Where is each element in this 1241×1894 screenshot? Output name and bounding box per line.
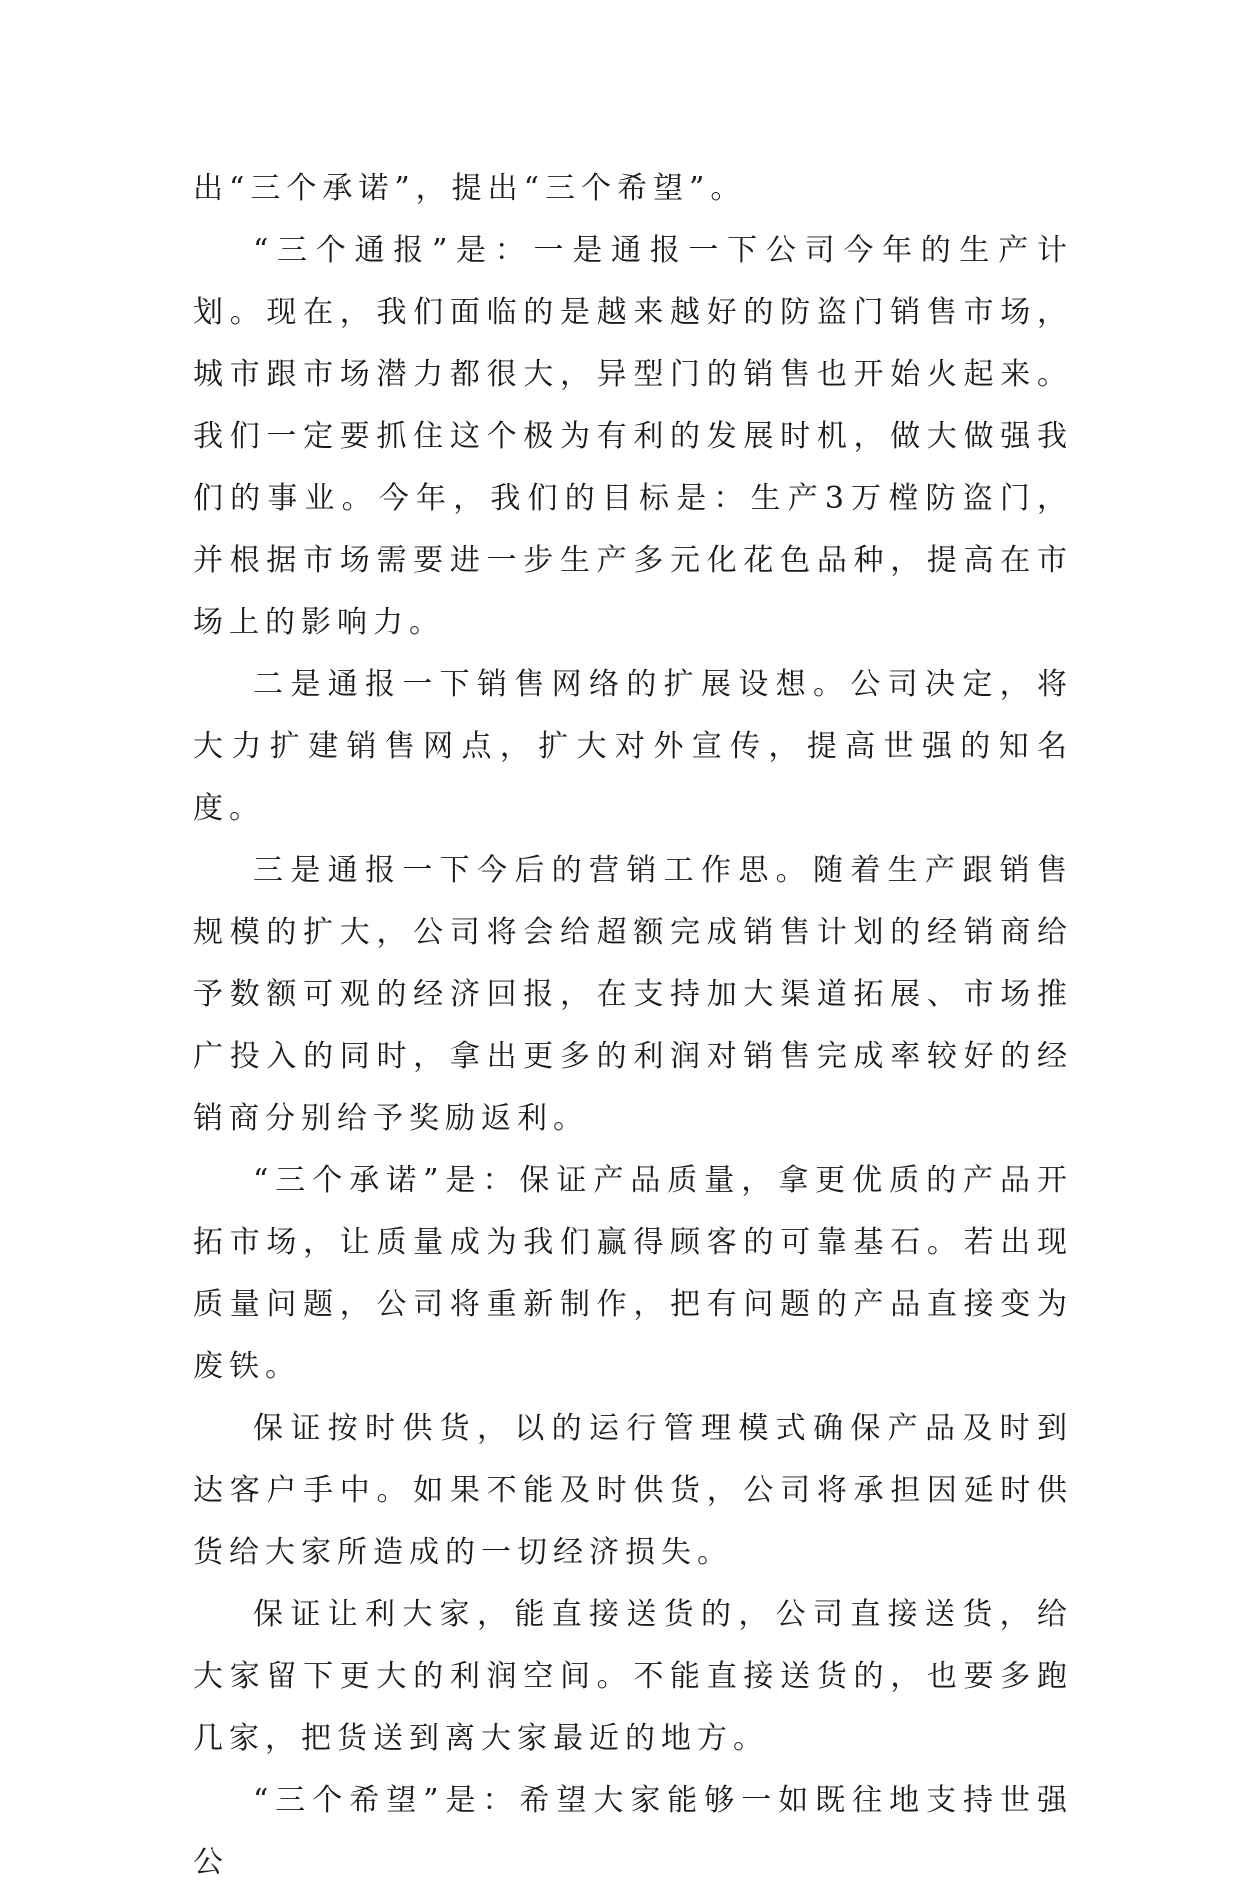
- paragraph-marketing-ideas: 三是通报一下今后的营销工作思。随着生产跟销售规模的扩大，公司将会给超额完成销售计划的经销商给予数额可观的经济回报，在支持加大渠道拓展、市场推广投入的同时，拿出更多的利润对销售完成率较好的经销商分别给予奖励返利。: [193, 853, 1073, 1136]
- paragraph-sales-network: 二是通报一下销售网络的扩展设想。公司决定，将大力扩建销售网点，扩大对外宣传，提高世强的知名度。: [193, 667, 1073, 826]
- paragraph-three-reports: “三个通报”是：一是通报一下公司今年的生产计划。现在，我们面临的是越来越好的防盗门销售市场，城市跟市场潜力都很大，异型门的销售也开始火起来。我们一定要抓住这个极为有利的发展时机，做大做强我们的事业。今年，我们的目标是：生产3万樘防盗门，并根据市场需要进一步生产多元化花色品种，提高在市场上的影响力。: [193, 233, 1073, 640]
- paragraph-three-promises: “三个承诺”是：保证产品质量，拿更优质的产品开拓市场，让质量成为我们赢得顾客的可靠基石。若出现质量问题，公司将重新制作，把有问题的产品直接变为废铁。: [193, 1163, 1073, 1384]
- paragraph-three-hopes: “三个希望”是：希望大家能够一如既往地支持世强公: [193, 1783, 1073, 1880]
- body-text: [193, 158, 1073, 1894]
- paragraph-on-time-supply: 保证按时供货，以的运行管理模式确保产品及时到达客户手中。如果不能及时供货，公司将承担因延时供货给大家所造成的一切经济损失。: [193, 1411, 1073, 1570]
- paragraph-continuation: 出“三个承诺”，提出“三个希望”。: [193, 171, 747, 206]
- paragraph-profit-sharing: 保证让利大家，能直接送货的，公司直接送货，给大家留下更大的利润空间。不能直接送货的，也要多跑几家，把货送到离大家最近的地方。: [193, 1597, 1073, 1756]
